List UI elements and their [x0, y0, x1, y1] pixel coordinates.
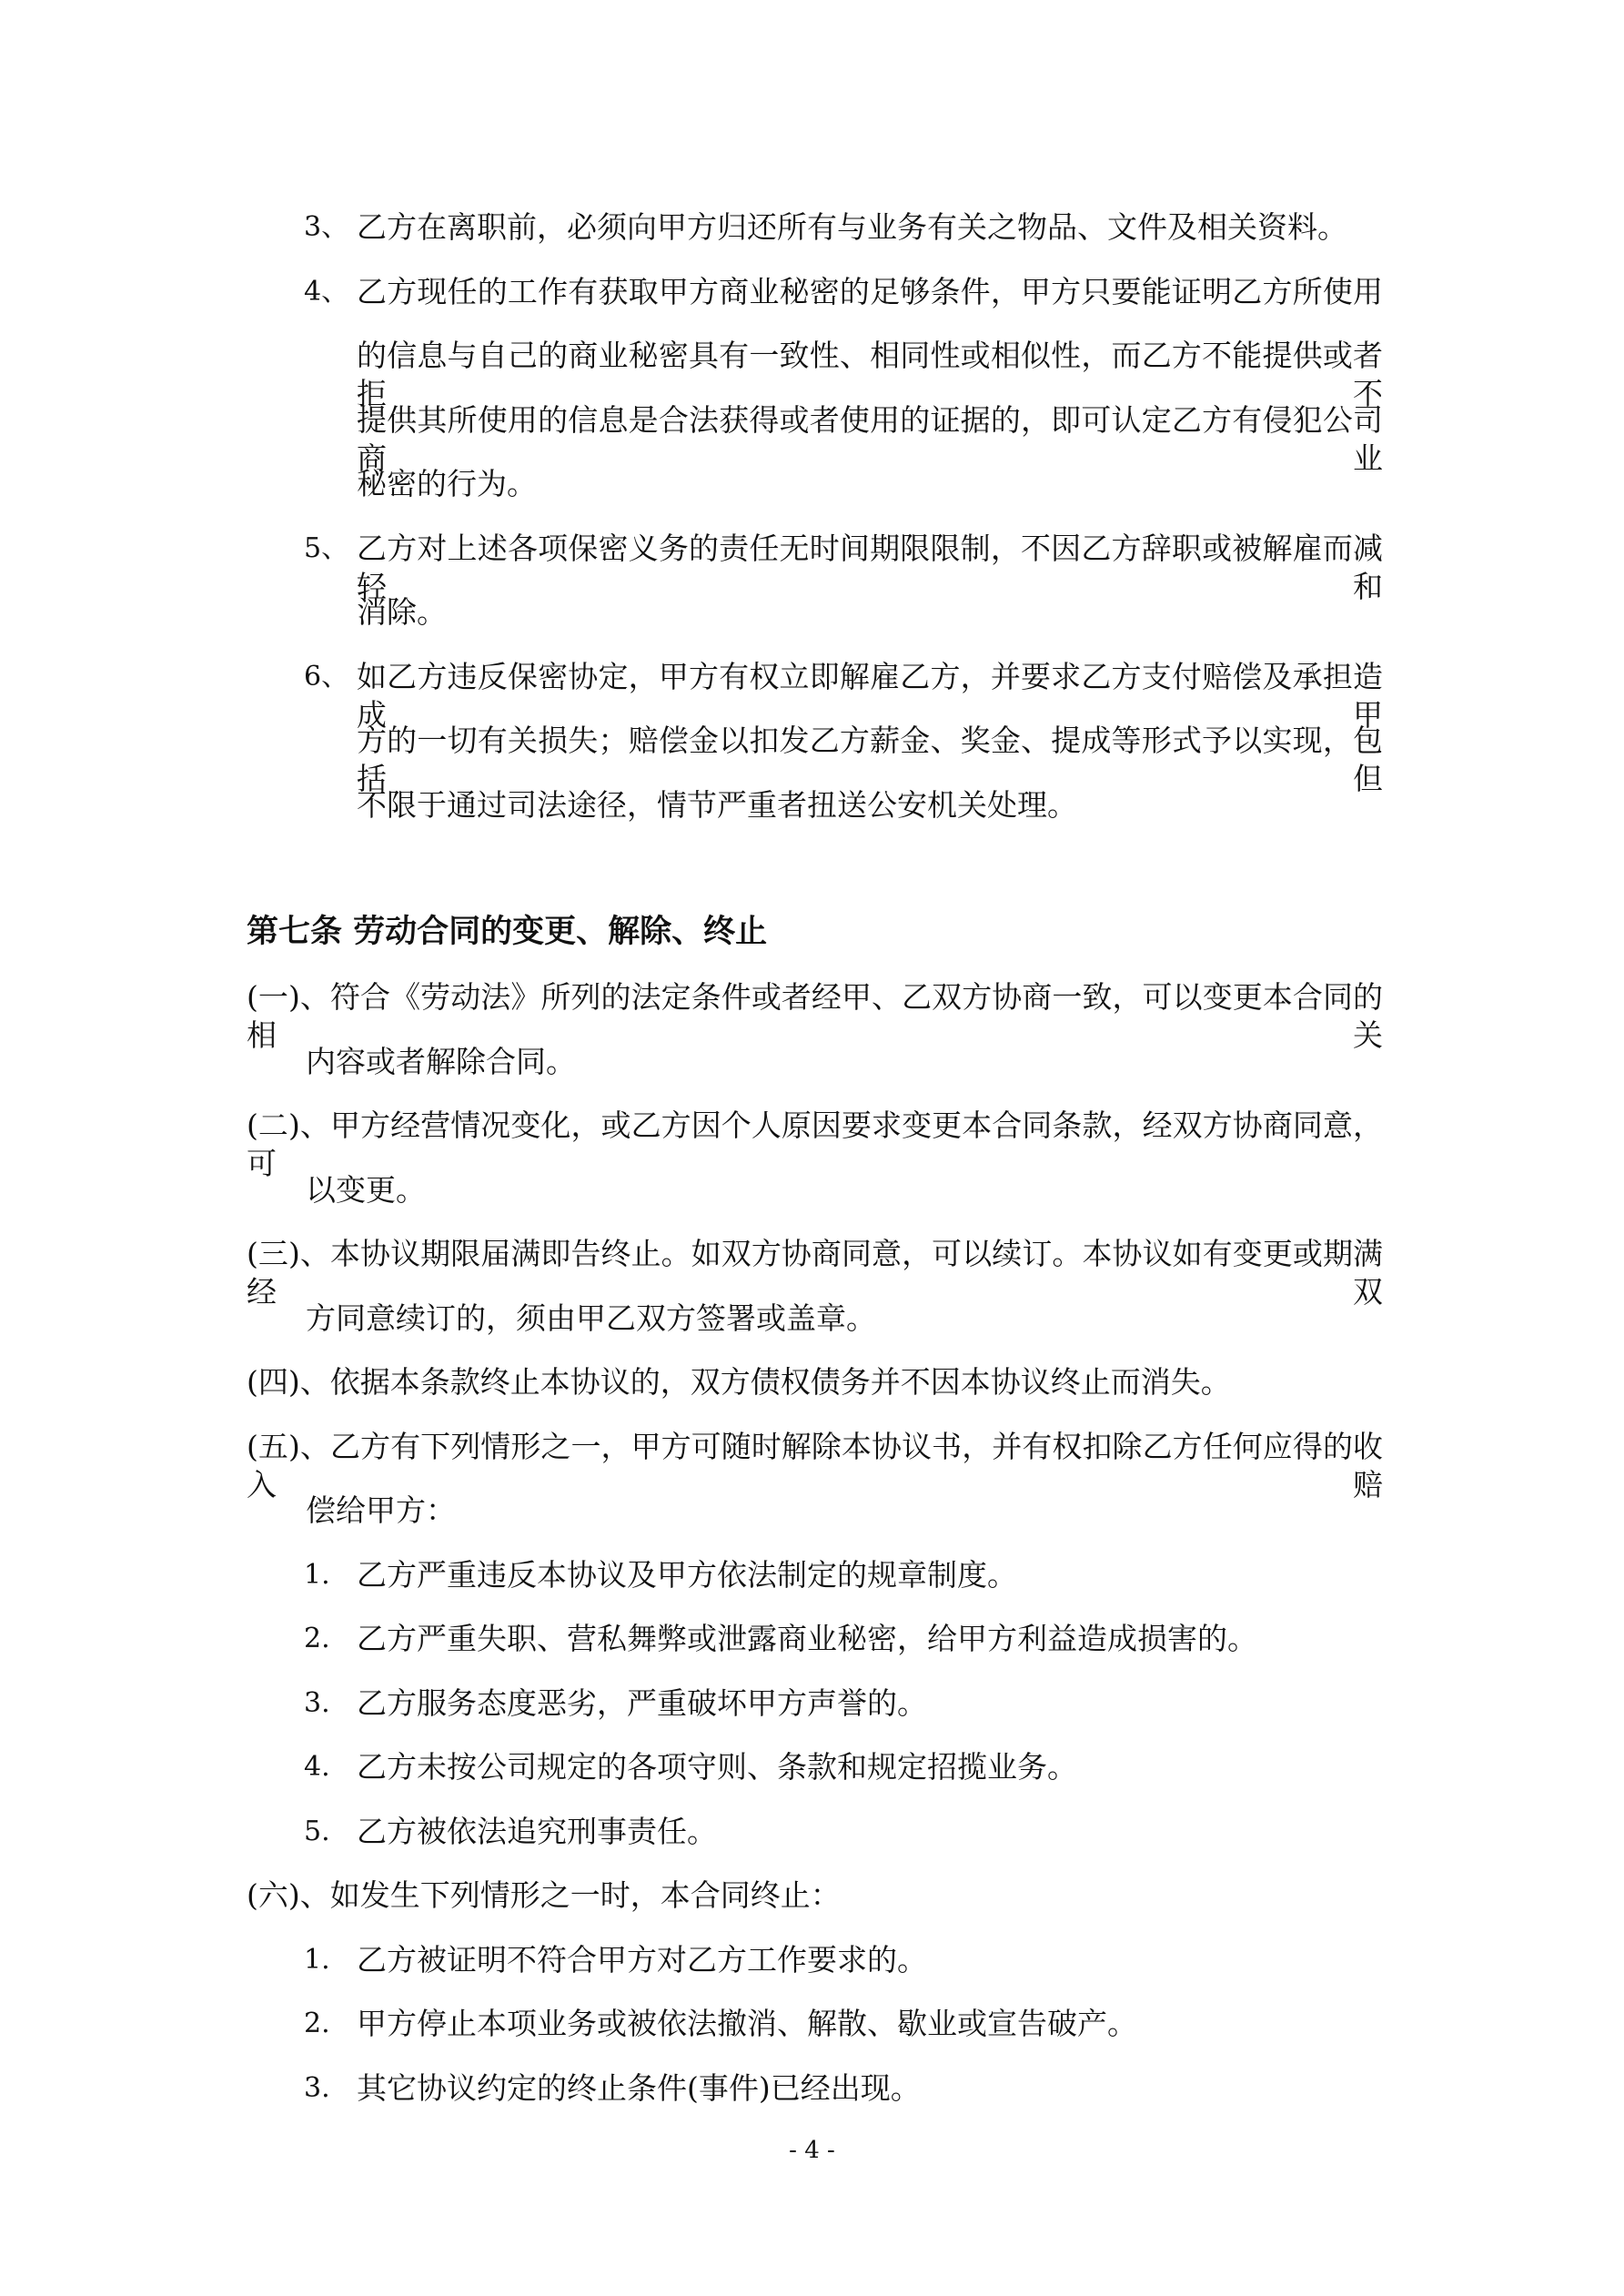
clause-text: (四)、依据本条款终止本协议的，双方债权债务并不因本协议终止而消失。 — [247, 1364, 1231, 1400]
item-text-line: 秘密的行为。 — [357, 466, 537, 501]
clause-text: (三)、本协议期限届满即告终止。如双方协商同意，可以续订。本协议如有变更或期满经双 — [247, 1236, 1383, 1310]
item-text-line: 不限于通过司法途径，情节严重者扭送公安机关处理。 — [357, 786, 1077, 823]
article-heading: 第七条 劳动合同的变更、解除、终止 — [247, 913, 768, 950]
subitem-text: 其它协议约定的终止条件(事件)已经出现。 — [357, 2069, 921, 2106]
subitem-number: 2. — [304, 2008, 330, 2039]
clause-text: (一)、符合《劳动法》所列的法定条件或者经甲、乙双方协商一致，可以变更本合同的相关 — [247, 979, 1383, 1053]
clause-continuation: 内容或者解除合同。 — [306, 1043, 576, 1079]
subitem-number: 4. — [304, 1751, 330, 1783]
item-text-line: 的信息与自己的商业秘密具有一致性、相同性或相似性，而乙方不能提供或者拒不 — [357, 338, 1383, 411]
item-text-line: 方的一切有关损失；赔偿金以扣发乙方薪金、奖金、提成等形式予以实现，包括但 — [357, 723, 1383, 796]
clause-text: (五)、乙方有下列情形之一，甲方可随时解除本协议书，并有权扣除乙方任何应得的收入赔 — [247, 1428, 1383, 1502]
clause-continuation: 偿给甲方： — [306, 1492, 456, 1528]
item-number: 4、 — [304, 275, 349, 308]
subitem-number: 3. — [304, 2071, 330, 2104]
item-text-line: 乙方对上述各项保密义务的责任无时间期限限制，不因乙方辞职或被解雇而减轻和 — [357, 530, 1383, 604]
subitem-text: 乙方被证明不符合甲方对乙方工作要求的。 — [357, 1941, 927, 1977]
subitem-number: 1. — [304, 1943, 330, 1976]
item-text-line: 乙方在离职前，必须向甲方归还所有与业务有关之物品、文件及相关资料。 — [357, 209, 1347, 245]
clause-continuation: 以变更。 — [306, 1171, 426, 1208]
item-number: 5、 — [304, 531, 349, 564]
subitem-text: 乙方被依法追究刑事责任。 — [357, 1813, 717, 1849]
item-number: 3、 — [304, 211, 349, 243]
subitem-text: 甲方停止本项业务或被依法撤消、解散、歇业或宣告破产。 — [357, 2006, 1137, 2041]
item-text-line: 如乙方违反保密协定，甲方有权立即解雇乙方，并要求乙方支付赔偿及承担造成甲 — [357, 658, 1383, 733]
clause-continuation: 方同意续订的，须由甲乙双方签署或盖章。 — [306, 1300, 876, 1336]
subitem-number: 5. — [304, 1815, 330, 1847]
clause-text: (二)、甲方经营情况变化，或乙方因个人原因要求变更本合同条款，经双方协商同意，可 — [247, 1108, 1383, 1181]
subitem-number: 3. — [304, 1686, 330, 1719]
subitem-number: 1. — [304, 1558, 330, 1591]
item-text-line: 提供其所使用的信息是合法获得或者使用的证据的，即可认定乙方有侵犯公司商业 — [357, 401, 1383, 476]
subitem-text: 乙方未按公司规定的各项守则、条款和规定招揽业务。 — [357, 1749, 1077, 1785]
subitem-text: 乙方服务态度恶劣，严重破坏甲方声誉的。 — [357, 1684, 927, 1721]
subitem-text: 乙方严重违反本协议及甲方依法制定的规章制度。 — [357, 1556, 1017, 1593]
subitem-number: 2. — [304, 1623, 330, 1654]
page-number: - 4 - — [789, 2137, 835, 2164]
subitem-text: 乙方严重失职、营私舞弊或泄露商业秘密，给甲方利益造成损害的。 — [357, 1621, 1257, 1656]
item-number: 6、 — [304, 660, 349, 693]
item-text-line: 乙方现任的工作有获取甲方商业秘密的足够条件，甲方只要能证明乙方所使用 — [357, 273, 1383, 309]
item-text-line: 消除。 — [357, 594, 447, 630]
clause-text: (六)、如发生下列情形之一时，本合同终止： — [247, 1877, 841, 1913]
